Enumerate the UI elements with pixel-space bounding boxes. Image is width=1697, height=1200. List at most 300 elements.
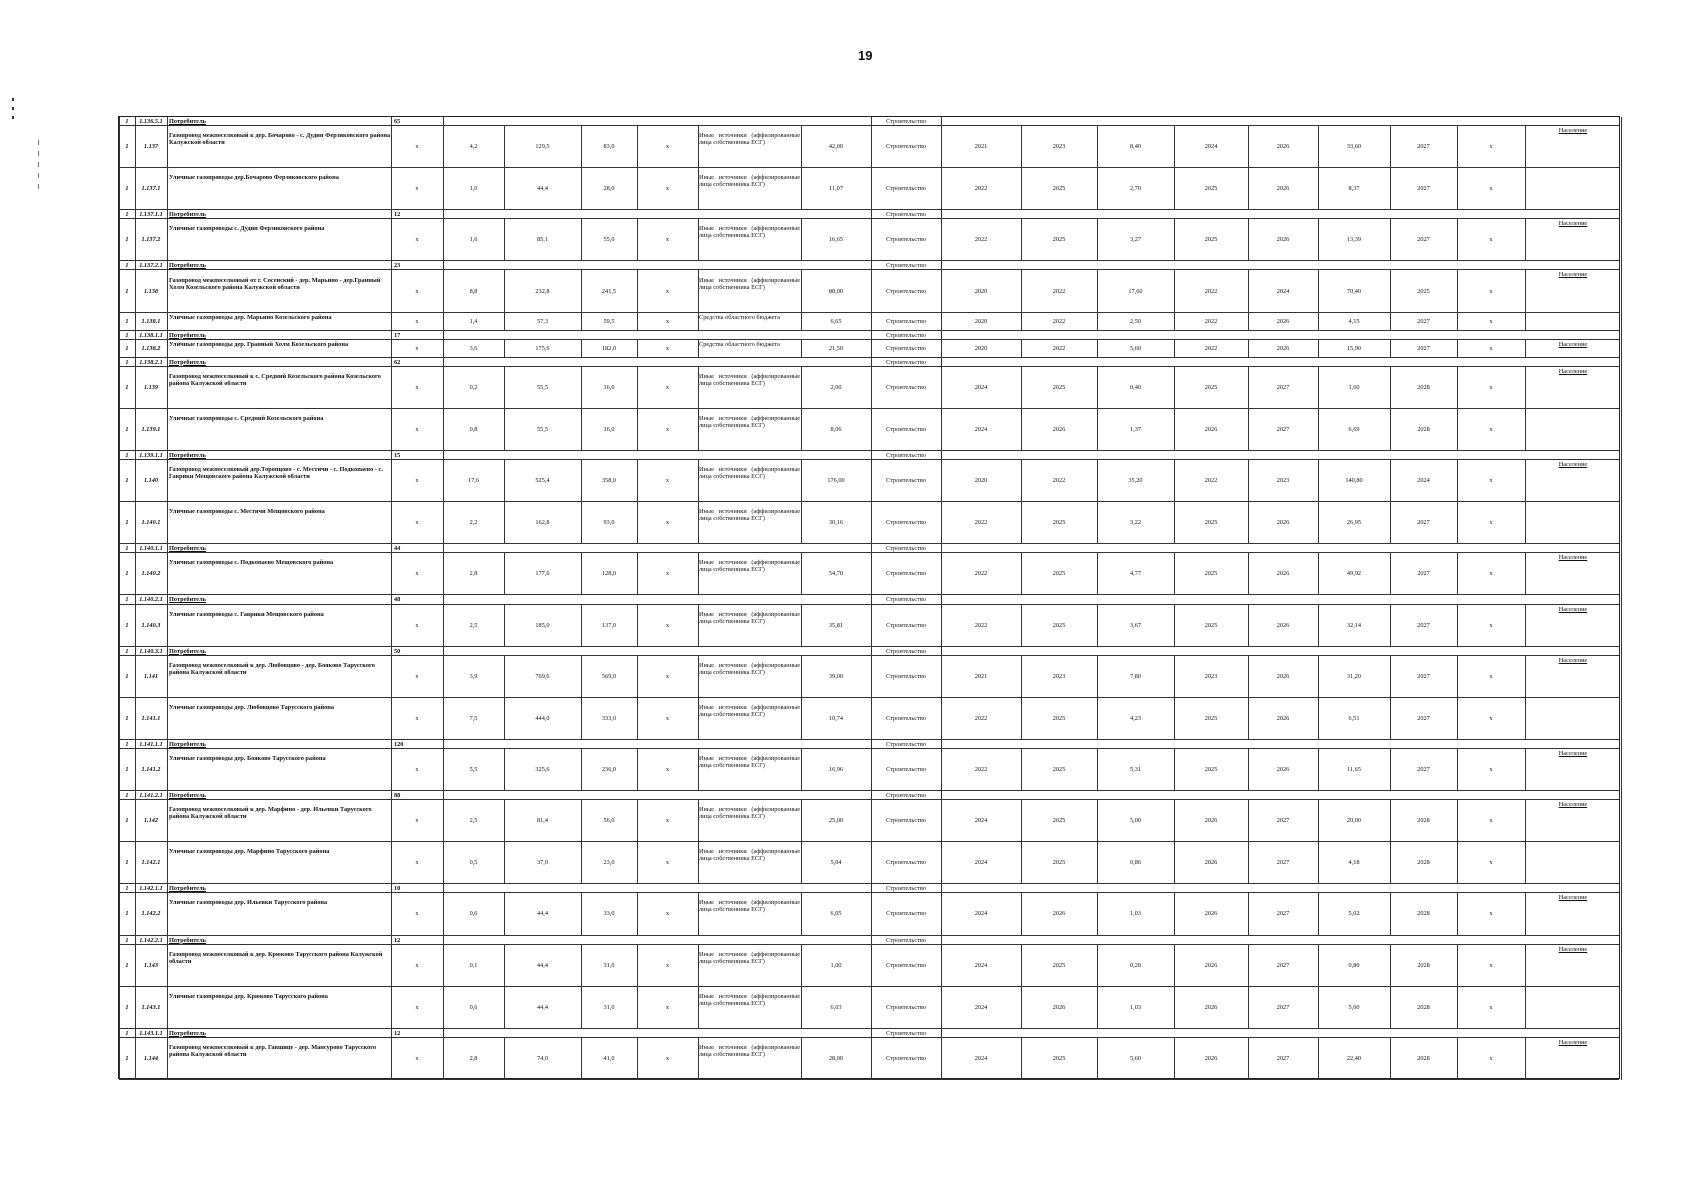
cell-name: Потребитель — [169, 792, 206, 800]
cell-c2: 16,0 — [603, 383, 615, 391]
grid-line — [391, 1038, 392, 1080]
grid-line — [1097, 945, 1098, 987]
cell-n: 1 — [125, 425, 129, 433]
grid-line — [167, 893, 168, 935]
grid-line — [1621, 842, 1622, 884]
cell-src: Иные источники (аффилированные лица собственника ЕСГ) — [699, 610, 800, 625]
grid-line — [443, 553, 444, 595]
cell-v1: 3,27 — [1129, 236, 1142, 244]
cell-y1: 2024 — [974, 859, 988, 867]
cell-y3: 2025 — [1204, 714, 1218, 722]
grid-line — [1248, 313, 1249, 331]
grid-line — [801, 270, 802, 312]
cell-len: 8,8 — [469, 287, 478, 295]
cell-c1: x — [415, 344, 419, 352]
table-row — [119, 126, 1619, 168]
grid-line — [391, 945, 392, 987]
cell-y4: 2027 — [1276, 425, 1290, 433]
grid-line — [1621, 126, 1622, 168]
grid-line — [1174, 698, 1175, 740]
grid-line — [504, 168, 505, 210]
cell-last: x — [1489, 859, 1493, 867]
grid-line — [1248, 945, 1249, 987]
cell-cost: 44,4 — [536, 1003, 549, 1011]
grid-line — [1457, 893, 1458, 935]
grid-line — [1021, 460, 1022, 502]
cell-c2: 31,0 — [603, 1003, 615, 1011]
cell-v1: 1,03 — [1129, 910, 1142, 918]
cell-last: x — [1489, 1003, 1493, 1011]
cell-code: 1.142.2.1 — [139, 936, 163, 944]
grid-line — [1525, 460, 1526, 502]
grid-line — [167, 313, 168, 331]
cell-last: x — [1489, 961, 1493, 969]
cell-c2: 28,0 — [603, 185, 615, 193]
cell-c2: 41,0 — [603, 1054, 615, 1062]
grid-line — [1390, 945, 1391, 987]
grid-line — [581, 656, 582, 698]
grid-line — [801, 340, 802, 358]
grid-line — [135, 367, 136, 409]
grid-line — [581, 270, 582, 312]
grid-line — [119, 656, 120, 698]
grid-line — [637, 987, 638, 1029]
cell-c2: 236,0 — [601, 766, 617, 774]
cell-v1: 2,50 — [1129, 317, 1142, 325]
table-row-consumer — [119, 936, 1619, 945]
grid-line — [443, 409, 444, 451]
cell-v1: 5,60 — [1129, 1054, 1142, 1062]
grid-line — [119, 698, 120, 740]
grid-line — [698, 945, 699, 987]
cell-c2: 59,5 — [603, 317, 615, 325]
cell-code: 1.143.1 — [141, 1003, 161, 1011]
cell-name: Потребитель — [169, 647, 206, 655]
grid-line — [941, 409, 942, 451]
grid-line — [1525, 340, 1526, 358]
cell-v1: 3,67 — [1129, 621, 1142, 629]
grid-line — [871, 749, 872, 791]
grid-line — [1621, 544, 1622, 553]
cell-n: 1 — [125, 1054, 129, 1062]
cell-pop: Население — [1558, 1038, 1588, 1046]
cell-y5: 2028 — [1417, 1003, 1430, 1011]
grid-line — [167, 749, 168, 791]
cell-y4: 2026 — [1276, 185, 1290, 193]
grid-line — [1525, 945, 1526, 987]
grid-line — [1457, 1038, 1458, 1080]
cell-n: 1 — [125, 936, 129, 944]
cell-c1: x — [415, 143, 419, 151]
cell-v1: 1,03 — [1129, 1003, 1142, 1011]
cell-name: Уличные газопроводы с. Подкопаево Мещовского района — [169, 559, 334, 567]
cell-c3: x — [665, 344, 670, 352]
grid-line — [1174, 460, 1175, 502]
grid-line — [871, 987, 872, 1029]
grid-line — [1097, 168, 1098, 210]
cell-pop: Население — [1558, 894, 1588, 902]
grid-line — [391, 553, 392, 595]
table-row — [119, 340, 1619, 358]
cell-c2: 128,0 — [601, 570, 617, 578]
grid-line — [504, 502, 505, 544]
cell-v1: 5,31 — [1129, 766, 1142, 774]
cell-sum: 11,07 — [829, 185, 843, 193]
cell-code: 1.141.2.1 — [139, 792, 163, 800]
grid-line — [443, 749, 444, 791]
grid-line — [391, 749, 392, 791]
grid-line — [1621, 945, 1622, 987]
cell-y2: 2025 — [1052, 817, 1066, 825]
cell-cost: 55,5 — [536, 383, 549, 391]
cell-y2: 2025 — [1052, 519, 1066, 527]
cell-cnt: 17 — [394, 331, 401, 339]
grid-line — [637, 409, 638, 451]
grid-line — [637, 800, 638, 842]
grid-line — [167, 409, 168, 451]
cell-code: 1.141 — [143, 672, 159, 680]
cell-code: 1.144 — [143, 1054, 159, 1062]
grid-line — [1621, 358, 1622, 367]
grid-line — [801, 502, 802, 544]
table-row — [119, 1038, 1619, 1080]
grid-line — [135, 553, 136, 595]
cell-name: Уличные газопроводы дер.Бочарово Ферзиковского района — [169, 174, 339, 182]
cell-stage: Строительство — [886, 519, 926, 527]
grid-line — [1174, 313, 1175, 331]
grid-line — [1621, 451, 1622, 460]
grid-line — [1021, 502, 1022, 544]
cell-sum: 5,04 — [830, 859, 842, 867]
cell-v2: 8,37 — [1348, 185, 1360, 193]
grid-line — [1390, 800, 1391, 842]
cell-cost: 525,4 — [535, 477, 550, 485]
cell-code: 1.137.2 — [141, 236, 161, 244]
cell-y4: 2026 — [1276, 143, 1290, 151]
cell-pop: Население — [1558, 656, 1588, 664]
grid-line — [1457, 313, 1458, 331]
cell-stage: Строительство — [886, 910, 926, 918]
grid-line — [801, 987, 802, 1029]
grid-line — [1390, 340, 1391, 358]
cell-n: 1 — [125, 477, 129, 485]
grid-line — [1621, 740, 1622, 749]
cell-code: 1.140 — [143, 477, 159, 485]
cell-cost: 185,0 — [535, 621, 550, 629]
grid-line — [1318, 698, 1319, 740]
cell-pop: Население — [1558, 127, 1588, 135]
cell-code: 1.137.1 — [141, 185, 161, 193]
cell-y2: 2026 — [1052, 425, 1066, 433]
grid-line — [1621, 893, 1622, 935]
grid-line — [698, 340, 699, 358]
grid-line — [119, 749, 120, 791]
grid-line — [581, 219, 582, 261]
cell-y5: 2027 — [1417, 621, 1430, 629]
grid-line — [135, 126, 136, 168]
grid-line — [941, 168, 942, 210]
cell-y4: 2027 — [1276, 1003, 1290, 1011]
grid-line — [1621, 1029, 1622, 1038]
grid-line — [1318, 126, 1319, 168]
grid-line — [1174, 893, 1175, 935]
cell-stage: Строительство — [886, 262, 926, 270]
grid-line — [581, 945, 582, 987]
grid-line — [119, 460, 120, 502]
grid-line — [1174, 219, 1175, 261]
grid-line — [135, 168, 136, 210]
cell-y5: 2028 — [1417, 961, 1430, 969]
cell-stage: Строительство — [886, 596, 926, 604]
cell-c1: x — [415, 961, 419, 969]
cell-name: Потребитель — [169, 1029, 206, 1037]
cell-c3: x — [665, 817, 670, 825]
cell-y1: 2024 — [974, 1003, 988, 1011]
grid-line — [1390, 987, 1391, 1029]
grid-line — [1174, 367, 1175, 409]
cell-n: 1 — [125, 817, 129, 825]
table-row-consumer — [119, 740, 1619, 749]
grid-line — [1097, 409, 1098, 451]
grid-line — [1021, 605, 1022, 647]
grid-line — [1318, 605, 1319, 647]
cell-name: Потребитель — [169, 118, 206, 125]
cell-y4: 2024 — [1276, 287, 1290, 295]
grid-line — [871, 270, 872, 312]
grid-line — [443, 1038, 444, 1080]
cell-cnt: 12 — [394, 211, 401, 219]
cell-y2: 2025 — [1052, 1054, 1066, 1062]
grid-line — [443, 800, 444, 842]
cell-cost: 81,4 — [536, 817, 549, 825]
cell-y4: 2026 — [1276, 672, 1290, 680]
cell-y1: 2022 — [974, 185, 988, 193]
grid-line — [1097, 126, 1098, 168]
table-row — [119, 800, 1619, 842]
grid-line — [391, 367, 392, 409]
cell-v2: 31,20 — [1346, 672, 1362, 680]
cell-y3: 2025 — [1204, 383, 1218, 391]
grid-line — [1457, 460, 1458, 502]
cell-sum: 6,05 — [830, 910, 842, 918]
grid-line — [1174, 987, 1175, 1029]
grid-line — [637, 1038, 638, 1080]
cell-last: x — [1489, 766, 1493, 774]
cell-y5: 2028 — [1417, 425, 1430, 433]
cell-stage: Строительство — [886, 425, 926, 433]
cell-last: x — [1489, 287, 1493, 295]
grid-line — [1248, 219, 1249, 261]
cell-y3: 2022 — [1204, 344, 1218, 352]
grid-line — [167, 800, 168, 842]
grid-line — [1174, 605, 1175, 647]
grid-line — [1621, 261, 1622, 270]
grid-line — [1457, 656, 1458, 698]
grid-line — [391, 893, 392, 935]
grid-line — [1390, 367, 1391, 409]
grid-line — [941, 502, 942, 544]
grid-line — [1621, 460, 1622, 502]
cell-name: Потребитель — [169, 452, 206, 460]
cell-y3: 2025 — [1204, 236, 1218, 244]
grid-line — [119, 553, 120, 595]
cell-stage: Строительство — [886, 817, 926, 825]
grid-line — [871, 553, 872, 595]
cell-code: 1.141.1.1 — [139, 740, 163, 748]
cell-v1: 8,40 — [1129, 143, 1142, 151]
cell-n: 1 — [125, 961, 129, 969]
cell-n: 1 — [125, 672, 129, 680]
grid-line — [135, 605, 136, 647]
grid-line — [1318, 502, 1319, 544]
cell-name: Уличные газопроводы дер. Бояково Тарусского района — [169, 755, 326, 763]
grid-line — [871, 460, 872, 502]
cell-src: Иные источники (аффилированные лица собственника ЕСГ) — [699, 372, 800, 387]
grid-line — [167, 553, 168, 595]
cell-last: x — [1489, 425, 1493, 433]
cell-n: 1 — [125, 545, 129, 553]
cell-y3: 2022 — [1204, 477, 1218, 485]
grid-line — [1248, 367, 1249, 409]
grid-line — [1525, 270, 1526, 312]
grid-line — [1390, 502, 1391, 544]
cell-cost: 769,6 — [535, 672, 550, 680]
cell-c1: x — [415, 766, 419, 774]
cell-y2: 2023 — [1052, 143, 1066, 151]
grid-line — [1097, 749, 1098, 791]
cell-n: 1 — [125, 519, 129, 527]
grid-line — [504, 987, 505, 1029]
grid-line — [1621, 800, 1622, 842]
cell-pop: Население — [1558, 220, 1588, 228]
grid-line — [1525, 126, 1526, 168]
grid-line — [1525, 168, 1526, 210]
grid-line — [443, 460, 444, 502]
cell-last: x — [1489, 236, 1493, 244]
cell-sum: 39,00 — [828, 672, 844, 680]
cell-y3: 2026 — [1204, 425, 1218, 433]
grid-line — [1621, 210, 1622, 219]
table-row — [119, 893, 1619, 935]
cell-cost: 57,3 — [536, 317, 549, 325]
cell-last: x — [1489, 185, 1493, 193]
cell-src: Иные источники (аффилированные лица собственника ЕСГ) — [699, 466, 800, 481]
cell-v1: 5,60 — [1129, 344, 1142, 352]
cell-n: 1 — [125, 792, 129, 800]
cell-stage: Строительство — [886, 545, 926, 553]
cell-name: Газопровод межпоселковый к дер. Бочарово - с. Дудин Ферзиковского района Калужской области — [169, 132, 391, 147]
cell-len: 2,5 — [469, 621, 478, 629]
cell-code: 1.143.1.1 — [139, 1029, 163, 1037]
grid-line — [941, 553, 942, 595]
cell-stage: Строительство — [886, 477, 926, 485]
grid-line — [1318, 219, 1319, 261]
cell-sum: 28,00 — [828, 1054, 844, 1062]
cell-sum: 6,65 — [830, 317, 842, 325]
grid-line — [1457, 340, 1458, 358]
cell-n: 1 — [125, 766, 129, 774]
grid-line — [941, 126, 942, 168]
cell-sum: 30,16 — [828, 519, 844, 527]
grid-line — [1318, 313, 1319, 331]
cell-v2: 4,18 — [1348, 859, 1360, 867]
cell-name: Потребитель — [169, 740, 206, 748]
grid-line — [1021, 842, 1022, 884]
grid-line — [698, 313, 699, 331]
cell-code: 1.143 — [143, 961, 159, 969]
cell-stage: Строительство — [886, 792, 926, 800]
grid-line — [871, 340, 872, 358]
cell-stage: Строительство — [886, 211, 926, 219]
cell-sum: 42,00 — [828, 143, 844, 151]
cell-cnt: 65 — [394, 118, 401, 125]
table-row — [119, 987, 1619, 1029]
cell-stage: Строительство — [886, 1054, 926, 1062]
cell-stage: Строительство — [886, 317, 926, 325]
cell-y4: 2026 — [1276, 570, 1290, 578]
cell-y3: 2026 — [1204, 1003, 1218, 1011]
grid-line — [1525, 656, 1526, 698]
cell-n: 1 — [125, 118, 129, 125]
grid-line — [1525, 219, 1526, 261]
grid-line — [1021, 656, 1022, 698]
cell-c3: x — [665, 143, 670, 151]
cell-last: x — [1489, 383, 1493, 391]
cell-c2: 569,0 — [601, 672, 617, 680]
cell-code: 1.140.2.1 — [139, 596, 163, 604]
cell-name: Потребитель — [169, 885, 206, 893]
cell-y1: 2022 — [974, 714, 988, 722]
cell-name: Уличные газопроводы дер. Марфино Тарусского района — [169, 848, 330, 856]
cell-n: 1 — [125, 1029, 129, 1037]
grid-line — [581, 409, 582, 451]
grid-line — [1621, 791, 1622, 800]
grid-line — [1174, 502, 1175, 544]
grid-line — [1525, 367, 1526, 409]
grid-line — [801, 553, 802, 595]
grid-line — [443, 313, 444, 331]
grid-line — [391, 270, 392, 312]
cell-name: Уличные газопроводы с. Гаврики Мещовского района — [169, 610, 324, 618]
cell-len: 2,5 — [469, 817, 478, 825]
grid-line — [443, 945, 444, 987]
cell-src: Средства областного бюджета — [699, 340, 780, 348]
cell-code: 1.140.3 — [141, 621, 161, 629]
table-row — [119, 656, 1619, 698]
cell-c3: x — [665, 621, 670, 629]
grid-line — [801, 409, 802, 451]
grid-line — [1097, 800, 1098, 842]
cell-name: Потребитель — [169, 262, 206, 270]
grid-line — [1390, 460, 1391, 502]
grid-line — [871, 126, 872, 168]
cell-c2: 16,0 — [603, 425, 615, 433]
cell-v1: 0,86 — [1129, 859, 1142, 867]
cell-cnt: 12 — [394, 936, 401, 944]
grid-line — [504, 409, 505, 451]
cell-y5: 2027 — [1417, 766, 1430, 774]
grid-line — [1174, 168, 1175, 210]
grid-line — [443, 698, 444, 740]
cell-stage: Строительство — [886, 1029, 926, 1037]
cell-c3: x — [665, 519, 670, 527]
grid-line — [443, 987, 444, 1029]
cell-y1: 2024 — [974, 961, 988, 969]
table-row — [119, 502, 1619, 544]
grid-line — [135, 1038, 136, 1080]
grid-line — [1248, 698, 1249, 740]
cell-cnt: 12 — [394, 1029, 401, 1037]
